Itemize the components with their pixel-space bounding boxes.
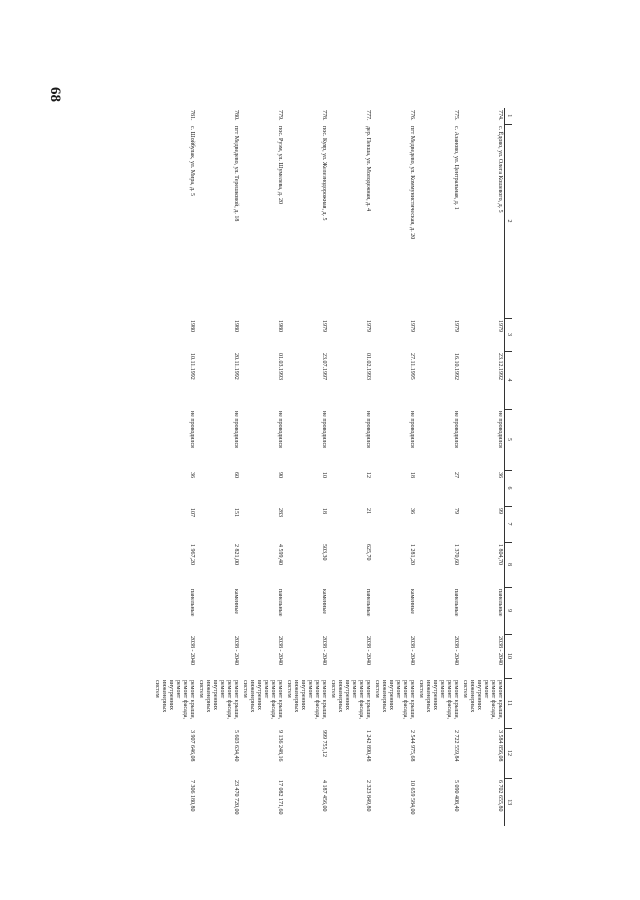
apartments-count-cell: 36 bbox=[189, 472, 195, 478]
last-overhaul-cell: не проводился bbox=[497, 411, 503, 448]
repair-period-cell: 2038 - 2040 bbox=[365, 636, 371, 665]
header-row bbox=[505, 108, 513, 826]
address-cell: с. Ёдово, ул. Олега Кошевого, д. 5 bbox=[497, 126, 503, 213]
last-overhaul-cell: не проводился bbox=[233, 411, 239, 448]
col-header: 8 bbox=[505, 542, 513, 587]
page-number: 68 bbox=[47, 87, 63, 102]
build-year-cell: 1979 bbox=[365, 320, 371, 332]
col-header: 6 bbox=[505, 470, 513, 506]
address-cell: пгт Медведево, ул. Коммунистическая, д. 20 bbox=[409, 126, 415, 240]
build-year-cell: 1979 bbox=[453, 320, 459, 332]
row-number-cell: 775. bbox=[453, 110, 459, 121]
row-number-cell: 776. bbox=[409, 110, 415, 121]
cost-limit-cell: 23 470 720,00 bbox=[233, 780, 239, 815]
cost-estimate-cell: 3 584 856,08 bbox=[497, 730, 503, 762]
last-overhaul-cell: не проводился bbox=[321, 411, 327, 448]
build-year-cell: 1979 bbox=[409, 320, 415, 332]
privatization-date-cell: 01.03.1993 bbox=[277, 353, 283, 380]
build-year-cell: 1979 bbox=[321, 320, 327, 332]
total-area-cell: 503,30 bbox=[321, 544, 327, 561]
total-area-cell: 625,70 bbox=[365, 544, 371, 561]
repair-works-cell: ремонт крыши, ремонт фасада, ремонт внутренних инженерных систем bbox=[462, 680, 503, 720]
wall-material-cell: панельные bbox=[453, 589, 459, 617]
build-year-cell: 1979 bbox=[497, 320, 503, 332]
rotated-table-page bbox=[116, 108, 512, 826]
col-header: 7 bbox=[505, 506, 513, 542]
repair-works-cell: ремонт крыши, ремонт фасада, ремонт внутренних инженерных систем bbox=[198, 680, 239, 720]
address-cell: пос. Руэм, ул. Шумелева, д. 20 bbox=[277, 126, 283, 204]
repair-period-cell: 2038 - 2040 bbox=[497, 636, 503, 665]
apartments-count-cell: 36 bbox=[497, 472, 503, 478]
col-header: 5 bbox=[505, 409, 513, 470]
residents-count-cell: 79 bbox=[453, 508, 459, 514]
address-cell: с. Шойбулак, ул. Мира, д. 5 bbox=[189, 126, 195, 197]
cost-limit-cell: 6 702 655,80 bbox=[497, 780, 503, 812]
cost-estimate-cell: 1 242 890,48 bbox=[365, 730, 371, 762]
total-area-cell: 1 281,20 bbox=[409, 544, 415, 565]
last-overhaul-cell: не проводился bbox=[453, 411, 459, 448]
total-area-cell: 1 967,20 bbox=[189, 544, 195, 565]
wall-material-cell: каменные bbox=[321, 589, 327, 615]
address-cell: пос. Куяр, ул. Железнодорожная, д. 5 bbox=[321, 126, 327, 221]
wall-material-cell: каменные bbox=[409, 589, 415, 615]
address-cell: с. Азаново, ул. Центральная, д. 1 bbox=[453, 126, 459, 210]
cost-limit-cell: 10 659 584,00 bbox=[409, 780, 415, 815]
row-number-cell: 778. bbox=[321, 110, 327, 121]
table-row bbox=[372, 108, 416, 826]
privatization-date-cell: 27.11.1995 bbox=[409, 353, 415, 380]
last-overhaul-cell: не проводился bbox=[189, 411, 195, 448]
residents-count-cell: 107 bbox=[189, 508, 195, 517]
cost-estimate-cell: 999 755,12 bbox=[321, 730, 327, 757]
col-header: 2 bbox=[505, 124, 513, 318]
col-header: 13 bbox=[505, 778, 513, 826]
housing-repair-table bbox=[152, 108, 512, 826]
table-row bbox=[284, 108, 328, 826]
residents-count-cell: 283 bbox=[277, 508, 283, 517]
residents-count-cell: 99 bbox=[497, 508, 503, 514]
repair-period-cell: 2038 - 2040 bbox=[409, 636, 415, 665]
total-area-cell: 1 370,60 bbox=[453, 544, 459, 565]
repair-period-cell: 2038 - 2040 bbox=[189, 636, 195, 665]
col-header: 4 bbox=[505, 351, 513, 409]
col-header: 9 bbox=[505, 587, 513, 634]
residents-count-cell: 36 bbox=[409, 508, 415, 514]
total-area-cell: 4 599,40 bbox=[277, 544, 283, 565]
row-number-cell: 781. bbox=[189, 110, 195, 121]
build-year-cell: 1980 bbox=[277, 320, 283, 332]
row-number-cell: 779. bbox=[277, 110, 283, 121]
residents-count-cell: 151 bbox=[233, 508, 239, 517]
row-number-cell: 780. bbox=[233, 110, 239, 121]
privatization-date-cell: 10.11.1992 bbox=[189, 353, 195, 380]
cost-limit-cell: 7 306 180,80 bbox=[189, 780, 195, 812]
total-area-cell: 1 804,70 bbox=[497, 544, 503, 565]
cost-estimate-cell: 5 603 634,40 bbox=[233, 730, 239, 762]
row-number-cell: 777. bbox=[365, 110, 371, 121]
total-area-cell: 2 821,00 bbox=[233, 544, 239, 565]
wall-material-cell: панельные bbox=[189, 589, 195, 617]
col-header: 12 bbox=[505, 728, 513, 778]
col-header: 10 bbox=[505, 634, 513, 678]
col-header: 11 bbox=[505, 678, 513, 728]
cost-estimate-cell: 2 722 559,84 bbox=[453, 730, 459, 762]
repair-period-cell: 2038 - 2040 bbox=[321, 636, 327, 665]
wall-material-cell: каменные bbox=[233, 589, 239, 615]
cost-limit-cell: 4 187 456,00 bbox=[321, 780, 327, 812]
address-cell: дер. Пекша, ул. Молодежная, д. 4 bbox=[365, 126, 371, 212]
cost-limit-cell: 5 090 408,40 bbox=[453, 780, 459, 812]
apartments-count-cell: 27 bbox=[453, 472, 459, 478]
table-row bbox=[416, 108, 460, 826]
repair-period-cell: 2038 - 2040 bbox=[277, 636, 283, 665]
cost-estimate-cell: 3 907 646,08 bbox=[189, 730, 195, 762]
apartments-count-cell: 60 bbox=[233, 472, 239, 478]
last-overhaul-cell: не проводился bbox=[409, 411, 415, 448]
wall-material-cell: панельные bbox=[277, 589, 283, 617]
build-year-cell: 1980 bbox=[233, 320, 239, 332]
table-row bbox=[152, 108, 196, 826]
privatization-date-cell: 23.07.1997 bbox=[321, 353, 327, 380]
cost-estimate-cell: 9 136 248,16 bbox=[277, 730, 283, 762]
wall-material-cell: панельные bbox=[497, 589, 503, 617]
table-row bbox=[240, 108, 284, 826]
privatization-date-cell: 20.11.1992 bbox=[233, 353, 239, 380]
repair-works-cell: ремонт крыши, ремонт фасада, ремонт внутренних инженерных систем bbox=[330, 680, 371, 720]
last-overhaul-cell: не проводился bbox=[277, 411, 283, 448]
apartments-count-cell: 18 bbox=[409, 472, 415, 478]
repair-period-cell: 2038 - 2040 bbox=[453, 636, 459, 665]
cost-limit-cell: 2 323 849,80 bbox=[365, 780, 371, 812]
cost-estimate-cell: 2 544 975,68 bbox=[409, 730, 415, 762]
table-row bbox=[328, 108, 372, 826]
repair-works-cell: ремонт крыши, ремонт фасада, ремонт внутренних инженерных систем bbox=[242, 680, 283, 720]
privatization-date-cell: 01.02.1993 bbox=[365, 353, 371, 380]
row-number-cell: 774. bbox=[497, 110, 503, 121]
last-overhaul-cell: не проводился bbox=[365, 411, 371, 448]
residents-count-cell: 21 bbox=[365, 508, 371, 514]
col-header: 3 bbox=[505, 318, 513, 351]
table-row bbox=[196, 108, 240, 826]
privatization-date-cell: 16.10.1992 bbox=[453, 353, 459, 380]
table-row bbox=[460, 108, 505, 826]
address-cell: пгт Медведево, ул. Терешковой, д. 18 bbox=[233, 126, 239, 222]
cost-limit-cell: 17 082 171,60 bbox=[277, 780, 283, 815]
apartments-count-cell: 90 bbox=[277, 472, 283, 478]
wall-material-cell: панельные bbox=[365, 589, 371, 617]
repair-works-cell: ремонт крыши, ремонт фасада, ремонт внутренних инженерных систем bbox=[374, 680, 415, 720]
privatization-date-cell: 23.12.1992 bbox=[497, 353, 503, 380]
build-year-cell: 1980 bbox=[189, 320, 195, 332]
residents-count-cell: 18 bbox=[321, 508, 327, 514]
apartments-count-cell: 10 bbox=[321, 472, 327, 478]
repair-works-cell: ремонт крыши, ремонт фасада, ремонт внутренних инженерных систем bbox=[286, 680, 327, 720]
repair-period-cell: 2038 - 2040 bbox=[233, 636, 239, 665]
col-header: 1 bbox=[505, 108, 513, 124]
apartments-count-cell: 12 bbox=[365, 472, 371, 478]
repair-works-cell: ремонт крыши, ремонт фасада, ремонт внутренних инженерных систем bbox=[418, 680, 459, 720]
repair-works-cell: ремонт крыши, ремонт фасада, ремонт внутренних инженерных систем bbox=[154, 680, 195, 720]
